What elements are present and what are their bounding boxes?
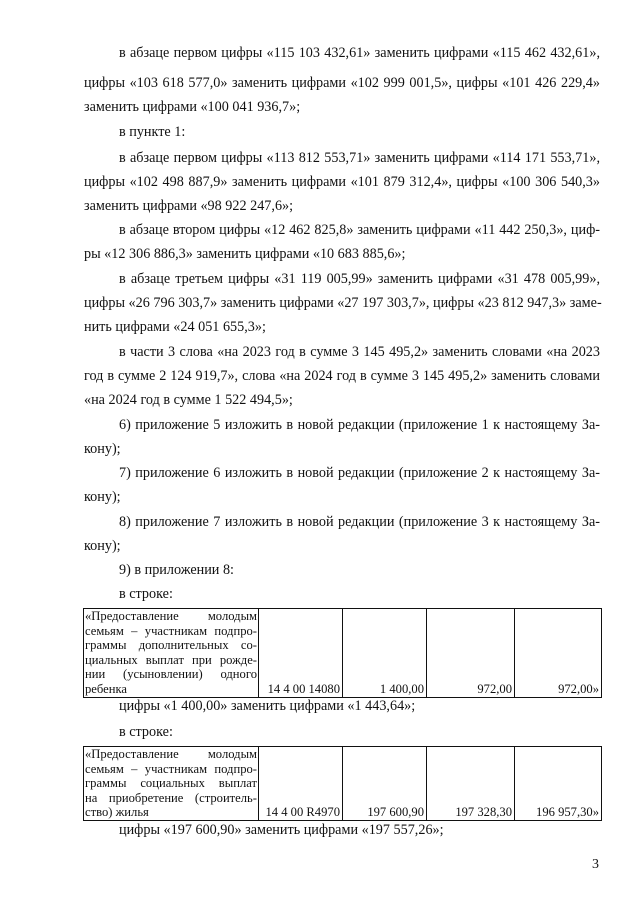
table-name-line: семьям – участникам подпро- bbox=[85, 761, 257, 776]
table-name-line: семьям – участникам подпро- bbox=[85, 623, 257, 638]
text-line: нить цифрами «24 051 655,3»; bbox=[84, 319, 266, 335]
text-line: 7) приложение 6 изложить в новой редакции (приложение 2 к настоящему За- bbox=[119, 465, 600, 481]
text-line: в части 3 слова «на 2023 год в сумме 3 145 495,2» заменить словами «на 2023 bbox=[119, 344, 600, 360]
table-cell-value: 197 600,90 bbox=[343, 747, 427, 821]
table-name-line: граммы социальных выплат bbox=[85, 776, 257, 791]
text-line: «на 2024 год в сумме 1 522 494,5»; bbox=[84, 392, 293, 408]
table-cell-value: 1 400,00 bbox=[343, 609, 427, 698]
text-line: в строке: bbox=[119, 724, 173, 740]
text-line: 8) приложение 7 изложить в новой редакции (приложение 3 к настоящему За- bbox=[119, 514, 600, 530]
table-name-line: граммы дополнительных со- bbox=[85, 638, 257, 653]
budget-table-row-1 bbox=[83, 608, 602, 698]
table-cell-value: 196 957,30» bbox=[515, 747, 602, 821]
text-line: цифры «103 618 577,0» заменить цифрами «102 999 001,5», цифры «101 426 229,4» bbox=[84, 75, 600, 91]
table-cell-value: 972,00 bbox=[427, 609, 515, 698]
table-cell-value: 972,00» bbox=[515, 609, 602, 698]
table-name-line: ребенка bbox=[85, 681, 127, 696]
text-line: кону); bbox=[84, 489, 121, 505]
table-cell-name bbox=[84, 609, 259, 698]
text-line: цифры «197 600,90» заменить цифрами «197 557,26»; bbox=[119, 822, 444, 838]
text-line: в абзаце третьем цифры «31 119 005,99» заменить цифрами «31 478 005,99», bbox=[119, 271, 600, 287]
text-line: в пункте 1: bbox=[119, 124, 186, 140]
table-name-line: на приобретение (строитель- bbox=[85, 790, 257, 805]
text-line: в абзаце первом цифры «113 812 553,71» заменить цифрами «114 171 553,71», bbox=[119, 150, 600, 166]
table-cell-code: 14 4 00 14080 bbox=[259, 609, 343, 698]
text-line: в строке: bbox=[119, 586, 173, 602]
text-line: в абзаце втором цифры «12 462 825,8» заменить цифрами «11 442 250,3», циф- bbox=[119, 222, 600, 238]
text-line: 9) в приложении 8: bbox=[119, 562, 234, 578]
text-line: 6) приложение 5 изложить в новой редакции (приложение 1 к настоящему За- bbox=[119, 417, 600, 433]
text-line: ры «12 306 886,3» заменить цифрами «10 683 885,6»; bbox=[84, 246, 406, 262]
text-line: заменить цифрами «100 041 936,7»; bbox=[84, 99, 301, 115]
text-line: в абзаце первом цифры «115 103 432,61» заменить цифрами «115 462 432,61», bbox=[119, 45, 600, 61]
table-name-line: циальных выплат при рожде- bbox=[85, 652, 257, 667]
table-cell-value: 197 328,30 bbox=[427, 747, 515, 821]
text-line: кону); bbox=[84, 441, 121, 457]
table-name-line: нии (усыновлении) одного bbox=[85, 667, 257, 682]
text-line: цифры «102 498 887,9» заменить цифрами «101 879 312,4», цифры «100 306 540,3» bbox=[84, 174, 600, 190]
text-line: год в сумме 2 124 919,7», слова «на 2024 год в сумме 3 145 495,2» заменить словами bbox=[84, 368, 600, 384]
text-line: цифры «1 400,00» заменить цифрами «1 443,64»; bbox=[119, 698, 416, 714]
page-number: 3 bbox=[592, 857, 599, 872]
table-cell-name bbox=[84, 747, 259, 821]
table-name-line: «Предоставление молодым bbox=[85, 609, 257, 623]
budget-table-row-2 bbox=[83, 746, 602, 821]
text-line: цифры «26 796 303,7» заменить цифрами «27 197 303,7», цифры «23 812 947,3» заме- bbox=[84, 295, 602, 311]
text-line: кону); bbox=[84, 538, 121, 554]
table-name-line: «Предоставление молодым bbox=[85, 747, 257, 761]
text-line: заменить цифрами «98 922 247,6»; bbox=[84, 198, 294, 214]
table-cell-code: 14 4 00 R4970 bbox=[259, 747, 343, 821]
table-name-line: ство) жилья bbox=[85, 805, 149, 820]
